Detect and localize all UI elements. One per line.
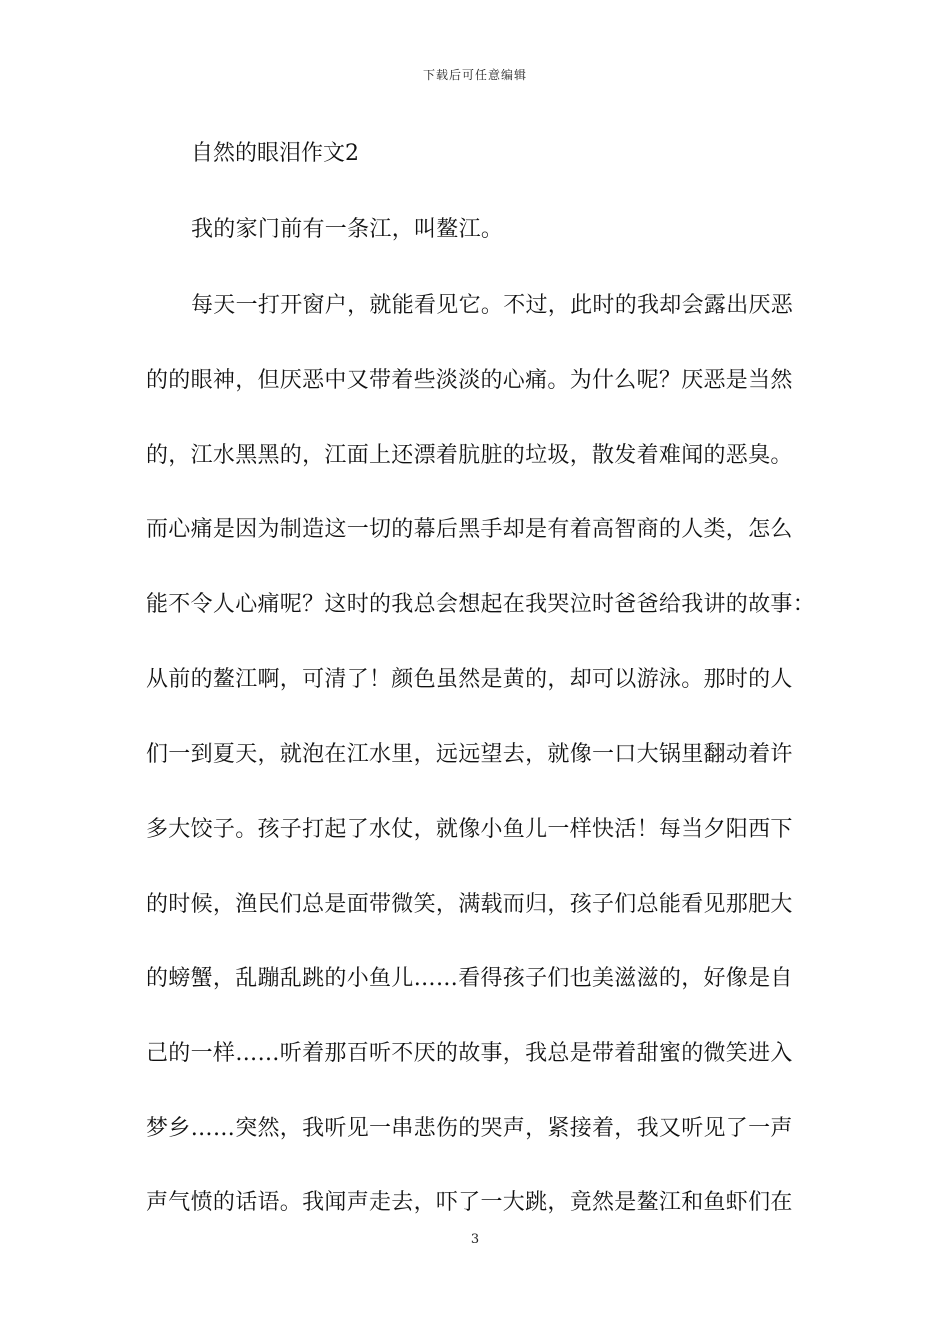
page-header: 下载后可任意编辑 — [422, 68, 527, 82]
paragraph-line: 多大饺子。孩子打起了水仗，就像小鱼儿一样快活！每当夕阳西下 — [146, 817, 793, 842]
paragraph-line: 的的眼神，但厌恶中又带着些淡淡的心痛。为什么呢？厌恶是当然 — [146, 368, 793, 393]
paragraph-line: 我的家门前有一条江，叫鳌江。 — [191, 217, 504, 242]
paragraph-line: 己的一样……听着那百听不厌的故事，我总是带着甜蜜的微笑进入 — [146, 1041, 793, 1066]
paragraph-line: 能不令人心痛呢？这时的我总会想起在我哭泣时爸爸给我讲的故事： — [146, 592, 816, 617]
paragraph-line: 梦乡……突然，我听见一串悲伤的哭声，紧接着，我又听见了一声 — [146, 1116, 793, 1141]
page-number: 3 — [470, 1232, 480, 1247]
paragraph-line: 的，江水黑黑的，江面上还漂着肮脏的垃圾，散发着难闻的恶臭。 — [146, 443, 793, 468]
paragraph-line: 们一到夏天，就泡在江水里，远远望去，就像一口大锅里翻动着许 — [146, 742, 793, 767]
essay-title: 自然的眼泪作文2 — [191, 141, 359, 166]
paragraph-line: 的时候，渔民们总是面带微笑，满载而归，孩子们总能看见那肥大 — [146, 892, 793, 917]
paragraph-line: 而心痛是因为制造这一切的幕后黑手却是有着高智商的人类，怎么 — [146, 517, 793, 542]
paragraph-line: 的螃蟹，乱蹦乱跳的小鱼儿……看得孩子们也美滋滋的，好像是自 — [146, 966, 793, 991]
paragraph-line: 每天一打开窗户，就能看见它。不过，此时的我却会露出厌恶 — [191, 293, 794, 318]
paragraph-line: 声气愤的话语。我闻声走去，吓了一大跳，竟然是鳌江和鱼虾们在 — [146, 1190, 793, 1215]
paragraph-line: 从前的鳌江啊，可清了！颜色虽然是黄的，却可以游泳。那时的人 — [146, 667, 793, 692]
